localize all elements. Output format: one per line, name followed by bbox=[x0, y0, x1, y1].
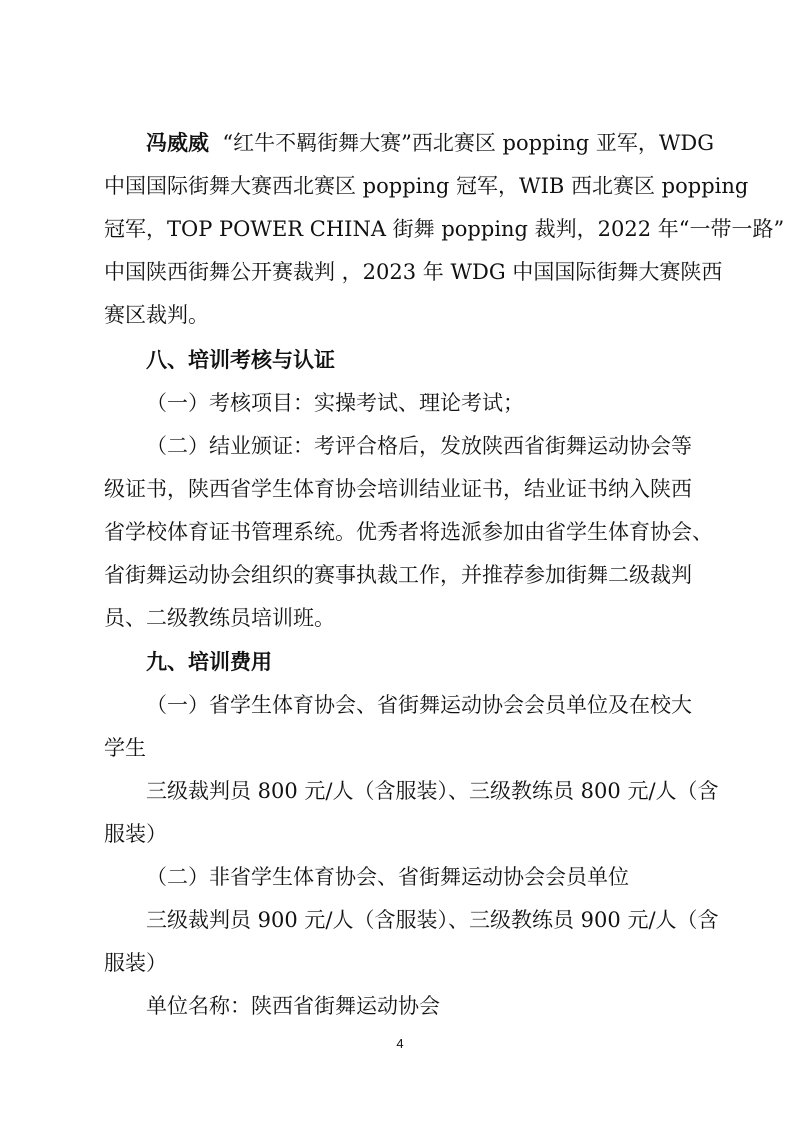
section-8-item-2-line-4: 省街舞运动协会组织的赛事执裁工作，并推荐参加街舞二级裁判 bbox=[104, 563, 692, 587]
section-9-item-1-line-2: 学生 bbox=[104, 736, 146, 760]
section-9-fee-2-line-2: 服装） bbox=[104, 951, 167, 975]
section-8-item-1: （一）考核项目：实操考试、理论考试； bbox=[146, 391, 524, 415]
section-8-item-2-line-3: 省学校体育证书管理系统。优秀者将选派参加由省学生体育协会、 bbox=[104, 520, 713, 544]
section-9-fee-1-line-1: 三级裁判员 800 元/人（含服装）、三级教练员 800 元/人（含 bbox=[146, 779, 719, 803]
bio-name: 冯威威 bbox=[146, 130, 209, 155]
bio-line-2: 中国国际街舞大赛西北赛区 popping 冠军，WIB 西北赛区 popping bbox=[104, 174, 749, 198]
section-8-item-2-line-2: 级证书，陕西省学生体育协会培训结业证书，结业证书纳入陕西 bbox=[104, 477, 692, 501]
section-9-fee-2-line-1: 三级裁判员 900 元/人（含服装）、三级教练员 900 元/人（含 bbox=[146, 908, 719, 932]
bio-line-1 bbox=[146, 128, 714, 158]
page-number: 4 bbox=[396, 1036, 404, 1051]
section-9-heading: 九、培训费用 bbox=[146, 649, 272, 674]
section-9-item-2: （二）非省学生体育协会、省街舞运动协会会员单位 bbox=[146, 865, 629, 889]
bio-line-3: 冠军，TOP POWER CHINA 街舞 popping 裁判，2022 年“一带一路” bbox=[104, 217, 785, 241]
bio-line-1-text: “红牛不羁街舞大赛”西北赛区 popping 亚军，WDG bbox=[222, 131, 715, 155]
section-8-item-2-line-5: 员、二级教练员培训班。 bbox=[104, 606, 335, 630]
section-9-fee-1-line-2: 服装） bbox=[104, 822, 167, 846]
bio-line-4: 中国陕西街舞公开赛裁判 ，2023 年 WDG 中国国际街舞大赛陕西 bbox=[104, 260, 723, 284]
section-8-item-2-line-1: （二）结业颁证：考评合格后，发放陕西省街舞运动协会等 bbox=[146, 434, 692, 458]
section-8-heading: 八、培训考核与认证 bbox=[146, 347, 335, 372]
bio-line-5: 赛区裁判。 bbox=[104, 303, 209, 327]
unit-name: 单位名称：陕西省街舞运动协会 bbox=[146, 994, 440, 1018]
section-9-item-1-line-1: （一）省学生体育协会、省街舞运动协会会员单位及在校大 bbox=[146, 693, 692, 717]
